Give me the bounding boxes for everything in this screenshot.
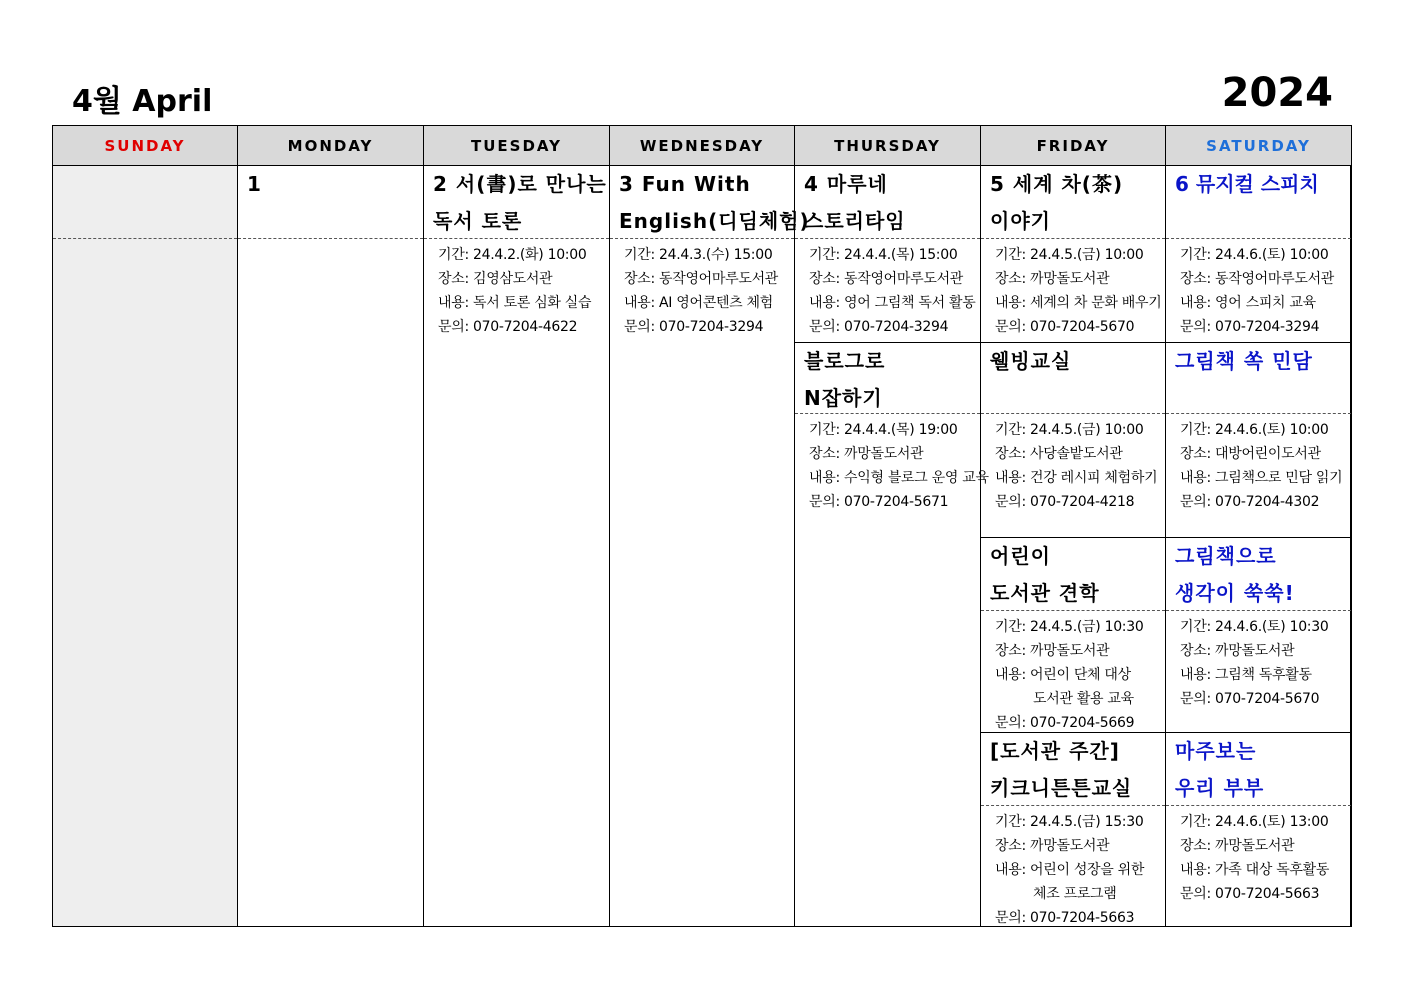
saturday-event-info-2: [1166, 414, 1351, 538]
event-place: 장소: 대방어린이도서관: [1180, 446, 1321, 462]
friday-event-info-3: [981, 611, 1165, 733]
wednesday-title-cell: [610, 166, 810, 239]
tuesday-column: [424, 166, 610, 926]
month-title: 4월 April: [72, 84, 213, 119]
wednesday-column: [610, 166, 810, 926]
event-place: 장소: 까망돌도서관: [995, 271, 1110, 287]
event-contact: 문의: 070-7204-5670: [995, 319, 1135, 335]
friday-event-info-1: [981, 239, 1165, 343]
event-title-line2: 키크니튼튼교실: [990, 776, 1133, 800]
event-period: 기간: 24.4.6.(토) 13:00: [1180, 814, 1329, 830]
event-period: 기간: 24.4.6.(토) 10:00: [1180, 422, 1329, 438]
event-period: 기간: 24.4.6.(토) 10:00: [1180, 247, 1329, 263]
event-title-line2: N잡하기: [804, 386, 883, 410]
event-content: 내용: 가족 대상 독후활동: [1180, 862, 1330, 878]
day-header-sunday: SUNDAY: [53, 126, 238, 166]
thursday-event-info-1: [795, 239, 980, 343]
tuesday-title-cell: [424, 166, 609, 239]
calendar-grid: [52, 125, 1352, 927]
thursday-column: [795, 166, 989, 926]
event-period: 기간: 24.4.2.(화) 10:00: [438, 247, 587, 263]
event-contact: 문의: 070-7204-5671: [809, 494, 949, 510]
event-title-line2: 독서 토론: [433, 209, 523, 233]
event-contact: 문의: 070-7204-5670: [1180, 691, 1320, 707]
event-title-line2: 도서관 견학: [990, 581, 1100, 605]
event-contact: 문의: 070-7204-5663: [995, 910, 1135, 926]
monday-column: [238, 166, 424, 926]
event-content: 내용: 독서 토론 심화 실습: [438, 295, 592, 311]
saturday-column: [1166, 166, 1351, 926]
event-place: 장소: 동작영어마루도서관: [624, 271, 779, 287]
event-title-line1: 웰빙교실: [990, 349, 1072, 373]
event-content: 내용: 그림책으로 민담 읽기: [1180, 470, 1343, 486]
event-contact: 문의: 070-7204-3294: [624, 319, 764, 335]
saturday-title-cell-2: [1166, 343, 1351, 414]
friday-title-cell-3: [981, 538, 1165, 611]
event-title-line2: 스토리타임: [804, 209, 906, 233]
event-period: 기간: 24.4.5.(금) 10:30: [995, 619, 1144, 635]
event-title-line1: 어린이: [990, 544, 1051, 568]
event-contact: 문의: 070-7204-5663: [1180, 886, 1320, 902]
event-contact: 문의: 070-7204-4622: [438, 319, 578, 335]
day-header-monday: MONDAY: [238, 126, 424, 166]
thursday-title-cell-2: [795, 343, 980, 414]
event-title-line2: 이야기: [990, 209, 1051, 233]
event-title-line1: 4 마루네: [804, 172, 888, 196]
friday-event-info-2: [981, 414, 1165, 538]
day-header-tuesday: TUESDAY: [424, 126, 610, 166]
saturday-event-info-3: [1166, 611, 1351, 733]
event-title-line1: [도서관 주간]: [990, 739, 1120, 763]
event-title-line2: 우리 부부: [1175, 776, 1265, 800]
saturday-title-cell-4: [1166, 733, 1351, 806]
friday-event-info-4: [981, 806, 1165, 930]
event-title-line1: 2 서(書)로 만나는: [433, 172, 607, 196]
event-content: 내용: 어린이 단체 대상: [995, 667, 1131, 683]
event-period: 기간: 24.4.5.(금) 10:00: [995, 422, 1144, 438]
day-header-thursday: THURSDAY: [795, 126, 981, 166]
event-contact: 문의: 070-7204-4218: [995, 494, 1135, 510]
event-title-line1: 6 뮤지컬 스피치: [1175, 172, 1319, 196]
event-title-line2: English(디딤체험): [619, 209, 810, 233]
year-title: 2024: [1221, 70, 1333, 116]
event-content: 내용: AI 영어콘텐츠 체험: [624, 295, 773, 311]
saturday-title-cell-3: [1166, 538, 1351, 611]
event-period: 기간: 24.4.3.(수) 15:00: [624, 247, 773, 263]
event-title-line1: 그림책 쏙 민담: [1175, 349, 1313, 373]
event-content: 내용: 영어 그림책 독서 활동: [809, 295, 976, 311]
sunday-column: [53, 166, 238, 926]
event-place: 장소: 김영삼도서관: [438, 271, 553, 287]
thursday-title-cell-1: [795, 166, 980, 239]
event-title-line1: 블로그로: [804, 349, 886, 373]
tuesday-event-info: [424, 239, 609, 339]
event-period: 기간: 24.4.5.(금) 15:30: [995, 814, 1144, 830]
friday-title-cell-4: [981, 733, 1165, 806]
event-place: 장소: 까망돌도서관: [809, 446, 924, 462]
event-title-line2: 생각이 쑥쑥!: [1175, 581, 1295, 605]
event-period: 기간: 24.4.6.(토) 10:30: [1180, 619, 1329, 635]
saturday-title-cell-1: [1166, 166, 1351, 239]
monday-title-cell: [238, 166, 423, 239]
event-place: 장소: 까망돌도서관: [1180, 643, 1295, 659]
sunday-title-cell: [53, 166, 237, 239]
day-header-friday: FRIDAY: [981, 126, 1166, 166]
event-content: 내용: 그림책 독후활동: [1180, 667, 1312, 683]
event-content-cont: 체조 프로그램: [1033, 886, 1117, 902]
wednesday-event-info: [610, 239, 794, 339]
event-title-line1: 3 Fun With: [619, 172, 751, 196]
day-header-wednesday: WEDNESDAY: [610, 126, 795, 166]
day-header-saturday: SATURDAY: [1166, 126, 1351, 166]
event-title-line1: 5 세계 차(茶): [990, 172, 1124, 196]
monday-date: 1: [247, 172, 262, 196]
friday-title-cell-2: [981, 343, 1165, 414]
event-contact: 문의: 070-7204-3294: [809, 319, 949, 335]
event-content: 내용: 어린이 성장을 위한: [995, 862, 1145, 878]
event-place: 장소: 까망돌도서관: [995, 838, 1110, 854]
event-contact: 문의: 070-7204-4302: [1180, 494, 1320, 510]
friday-column: [981, 166, 1166, 926]
event-place: 장소: 사당솔밭도서관: [995, 446, 1123, 462]
event-period: 기간: 24.4.4.(목) 19:00: [809, 422, 958, 438]
thursday-event-info-2: [795, 414, 989, 514]
event-place: 장소: 동작영어마루도서관: [1180, 271, 1335, 287]
event-content: 내용: 수익형 블로그 운영 교육: [809, 470, 989, 486]
friday-title-cell-1: [981, 166, 1165, 239]
event-period: 기간: 24.4.5.(금) 10:00: [995, 247, 1144, 263]
event-place: 장소: 까망돌도서관: [995, 643, 1110, 659]
event-contact: 문의: 070-7204-5669: [995, 715, 1135, 731]
event-content: 내용: 건강 레시피 체험하기: [995, 470, 1158, 486]
event-content: 내용: 세계의 차 문화 배우기: [995, 295, 1162, 311]
saturday-event-info-4: [1166, 806, 1351, 906]
event-title-line1: 그림책으로: [1175, 544, 1277, 568]
event-place: 장소: 동작영어마루도서관: [809, 271, 964, 287]
event-period: 기간: 24.4.4.(목) 15:00: [809, 247, 958, 263]
saturday-event-info-1: [1166, 239, 1351, 343]
event-place: 장소: 까망돌도서관: [1180, 838, 1295, 854]
event-title-line1: 마주보는: [1175, 739, 1257, 763]
event-content: 내용: 영어 스피치 교육: [1180, 295, 1316, 311]
event-content-cont: 도서관 활용 교육: [1033, 691, 1134, 707]
event-contact: 문의: 070-7204-3294: [1180, 319, 1320, 335]
